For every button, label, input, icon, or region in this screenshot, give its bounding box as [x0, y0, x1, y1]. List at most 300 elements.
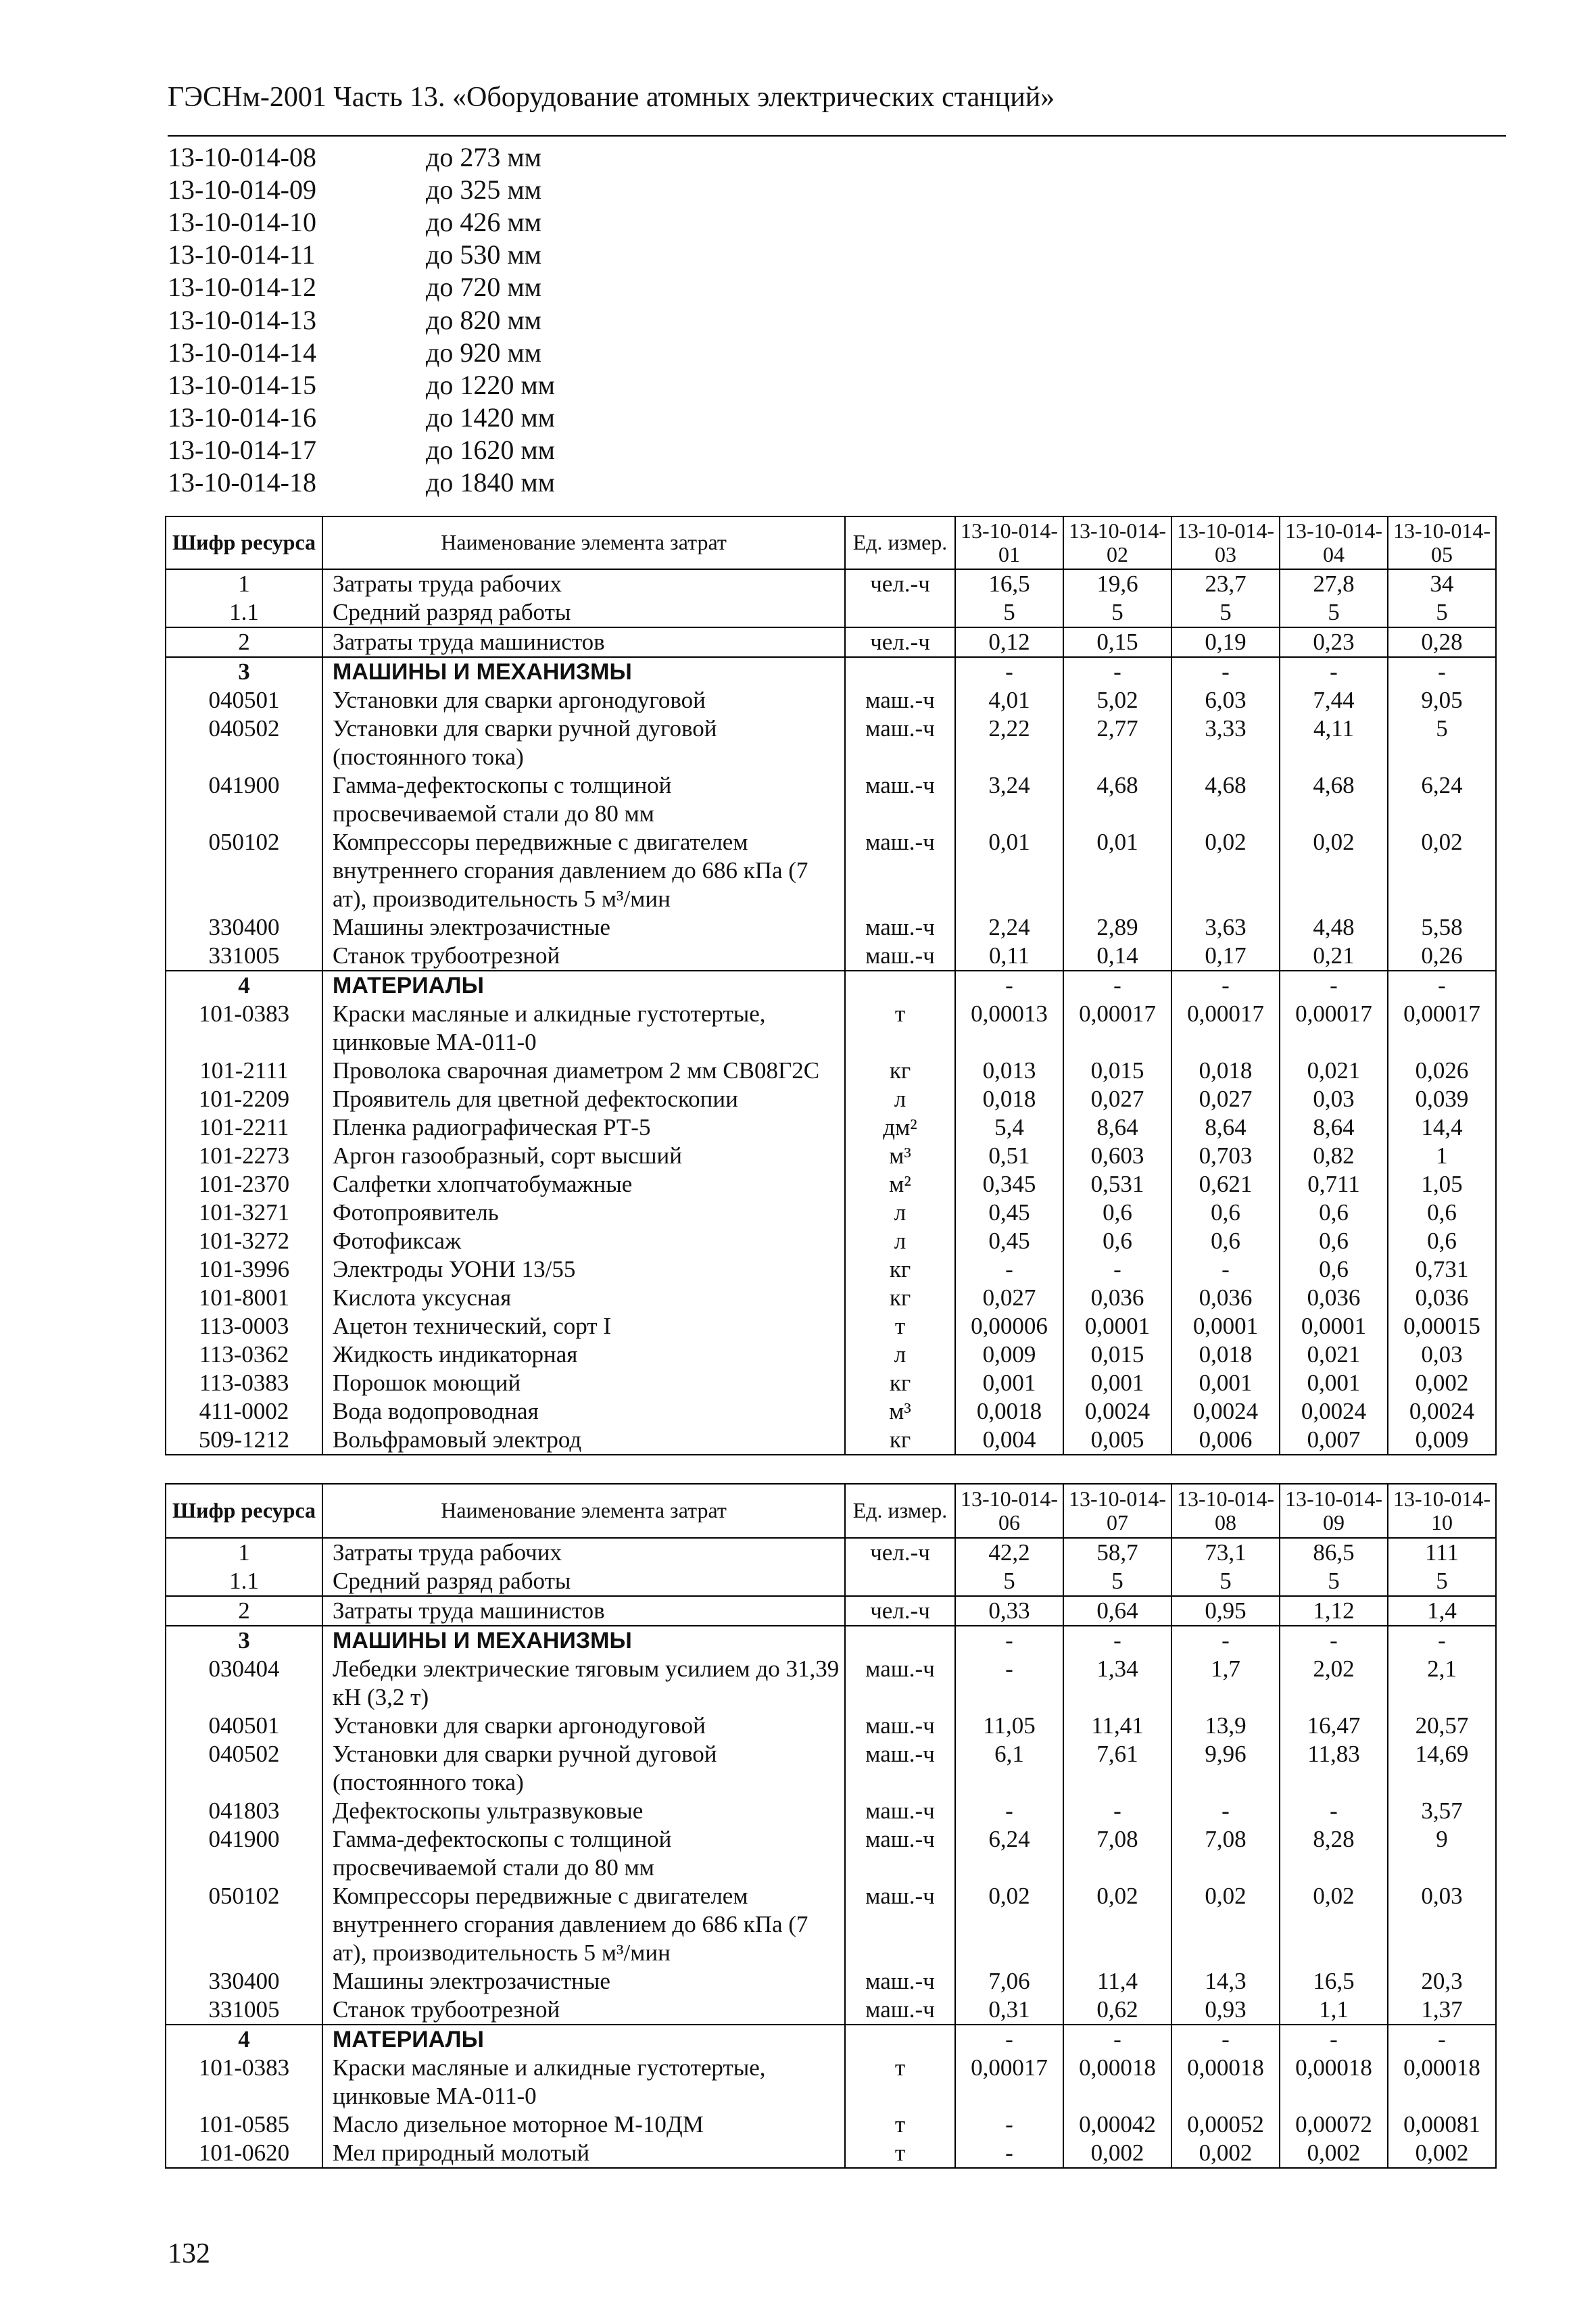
value-cell: 0,01 [955, 828, 1063, 913]
cost-element-cell: Установки для сварки ручной дуговой (постоянного тока) [322, 715, 845, 771]
unit-cell: маш.-ч [845, 686, 955, 715]
value-cell: 0,00017 [1388, 1000, 1496, 1057]
resource-code-cell: 101-0585 [166, 2110, 322, 2139]
code-list-row [168, 402, 555, 434]
value-cell: 0,14 [1063, 942, 1171, 971]
header-cost-element: Наименование элемента затрат [322, 516, 845, 569]
resource-code-cell: 040501 [166, 1712, 322, 1740]
value-cell: 0,33 [955, 1596, 1063, 1626]
resource-code-cell: 040502 [166, 715, 322, 771]
resource-table-1 [165, 516, 1497, 1455]
header-norm-col: 13-10-014-10 [1388, 1484, 1496, 1538]
table-row [166, 1825, 1496, 1882]
unit-cell: маш.-ч [845, 828, 955, 913]
value-cell: 14,4 [1388, 1113, 1496, 1142]
header-norm-col: 13-10-014-02 [1063, 516, 1171, 569]
value-cell: 6,1 [955, 1740, 1063, 1797]
value-cell: 0,0024 [1171, 1397, 1280, 1426]
unit-cell: л [845, 1341, 955, 1369]
value-cell: 2,24 [955, 913, 1063, 942]
value-cell: 5 [1171, 1567, 1280, 1596]
value-cell: 0,02 [1171, 1882, 1280, 1967]
value-cell: 0,002 [1280, 2139, 1388, 2168]
resource-code-cell: 101-2211 [166, 1113, 322, 1142]
value-cell: 3,63 [1171, 913, 1280, 942]
value-cell: 0,0018 [955, 1397, 1063, 1426]
cost-element-cell: Краски масляные и алкидные густотертые, цинковые МА-011-0 [322, 2054, 845, 2110]
cost-element-cell: Затраты труда машинистов [322, 1596, 845, 1626]
cost-element-cell: Установки для сварки аргонодуговой [322, 686, 845, 715]
unit-cell: чел.-ч [845, 1596, 955, 1626]
value-cell: 0,6 [1171, 1199, 1280, 1227]
table-row [166, 1655, 1496, 1712]
value-cell: 5 [1388, 1567, 1496, 1596]
value-cell: - [1171, 2025, 1280, 2054]
value-cell: - [1171, 1255, 1280, 1284]
cost-element-cell: Краски масляные и алкидные густотертые, цинковые МА-011-0 [322, 1000, 845, 1057]
resource-code-cell: 101-2273 [166, 1142, 322, 1170]
value-cell: 0,036 [1171, 1284, 1280, 1312]
value-cell: 0,6 [1280, 1199, 1388, 1227]
value-cell: 1,37 [1388, 1996, 1496, 2025]
value-cell: - [955, 2110, 1063, 2139]
value-cell: 5 [1280, 1567, 1388, 1596]
unit-cell: кг [845, 1284, 955, 1312]
code-list-code: 13-10-014-12 [168, 272, 316, 303]
cost-element-cell: Затраты труда рабочих [322, 1538, 845, 1567]
unit-cell [845, 971, 955, 1000]
value-cell: - [1063, 1626, 1171, 1655]
code-list-code: 13-10-014-16 [168, 402, 316, 433]
value-cell: 0,00018 [1280, 2054, 1388, 2110]
resource-code-cell: 1 [166, 569, 322, 598]
header-cost-element: Наименование элемента затрат [322, 1484, 845, 1538]
value-cell: 0,11 [955, 942, 1063, 971]
unit-cell: маш.-ч [845, 1825, 955, 1882]
value-cell: 0,0001 [1171, 1312, 1280, 1341]
value-cell: - [1063, 2025, 1171, 2054]
table-row [166, 1369, 1496, 1397]
table-row [166, 1170, 1496, 1199]
value-cell: 0,02 [1063, 1882, 1171, 1967]
code-list-code: 13-10-014-11 [168, 239, 316, 270]
resource-code-cell: 101-0620 [166, 2139, 322, 2168]
value-cell: 0,001 [1280, 1369, 1388, 1397]
value-cell: 0,002 [1388, 1369, 1496, 1397]
code-list-desc: до 530 мм [426, 239, 541, 270]
unit-cell [845, 1626, 955, 1655]
value-cell: 0,039 [1388, 1085, 1496, 1113]
value-cell: 0,6 [1063, 1227, 1171, 1255]
value-cell: 58,7 [1063, 1538, 1171, 1567]
value-cell: 0,018 [1171, 1057, 1280, 1085]
cost-element-cell: Кислота уксусная [322, 1284, 845, 1312]
unit-cell [845, 598, 955, 627]
value-cell: - [1388, 657, 1496, 686]
resource-code-cell: 101-2209 [166, 1085, 322, 1113]
value-cell: 0,03 [1388, 1882, 1496, 1967]
value-cell: - [955, 1626, 1063, 1655]
unit-cell: маш.-ч [845, 1655, 955, 1712]
value-cell: 73,1 [1171, 1538, 1280, 1567]
table-row [166, 1740, 1496, 1797]
header-norm-col: 13-10-014-08 [1171, 1484, 1280, 1538]
value-cell: 14,3 [1171, 1967, 1280, 1996]
value-cell: - [1063, 1255, 1171, 1284]
value-cell: 1,1 [1280, 1996, 1388, 2025]
value-cell: 11,41 [1063, 1712, 1171, 1740]
value-cell: 0,00015 [1388, 1312, 1496, 1341]
value-cell: 42,2 [955, 1538, 1063, 1567]
section-row [166, 2025, 1496, 2054]
header-norm-col: 13-10-014-07 [1063, 1484, 1171, 1538]
cost-element-cell: Компрессоры передвижные с двигателем внутреннего сгорания давлением до 686 кПа (7 ат), производительность 5 м³/мин [322, 1882, 845, 1967]
table-row [166, 1057, 1496, 1085]
unit-cell: кг [845, 1369, 955, 1397]
value-cell: - [1280, 657, 1388, 686]
resource-code-cell: 113-0003 [166, 1312, 322, 1341]
value-cell: 0,6 [1063, 1199, 1171, 1227]
value-cell: 5 [1063, 1567, 1171, 1596]
value-cell: 2,77 [1063, 715, 1171, 771]
table-row [166, 686, 1496, 715]
value-cell: 6,24 [955, 1825, 1063, 1882]
value-cell: 7,08 [1171, 1825, 1280, 1882]
resource-code-cell: 330400 [166, 1967, 322, 1996]
resource-code-cell: 101-3272 [166, 1227, 322, 1255]
cost-element-cell: Проволока сварочная диаметром 2 мм СВ08Г2С [322, 1057, 845, 1085]
resource-code-cell: 3 [166, 1626, 322, 1655]
value-cell: 0,002 [1388, 2139, 1496, 2168]
value-cell: 0,621 [1171, 1170, 1280, 1199]
resource-code-cell: 101-0383 [166, 2054, 322, 2110]
unit-cell: чел.-ч [845, 1538, 955, 1567]
unit-cell: маш.-ч [845, 1797, 955, 1825]
cost-element-cell: Мел природный молотый [322, 2139, 845, 2168]
code-list-code: 13-10-014-10 [168, 206, 316, 237]
resource-code-cell: 101-2111 [166, 1057, 322, 1085]
table-row [166, 627, 1496, 657]
header-norm-col: 13-10-014-09 [1280, 1484, 1388, 1538]
value-cell: 1 [1388, 1142, 1496, 1170]
value-cell: 16,5 [1280, 1967, 1388, 1996]
value-cell: 0,21 [1280, 942, 1388, 971]
unit-cell: чел.-ч [845, 569, 955, 598]
value-cell: 11,83 [1280, 1740, 1388, 1797]
value-cell: - [955, 971, 1063, 1000]
value-cell: 0,006 [1171, 1426, 1280, 1455]
value-cell: 111 [1388, 1538, 1496, 1567]
value-cell: 0,00017 [1063, 1000, 1171, 1057]
cost-element-cell: Фотопроявитель [322, 1199, 845, 1227]
value-cell: 16,5 [955, 569, 1063, 598]
value-cell: - [1280, 2025, 1388, 2054]
resource-code-cell: 4 [166, 971, 322, 1000]
value-cell: 0,00052 [1171, 2110, 1280, 2139]
value-cell: 1,12 [1280, 1596, 1388, 1626]
cost-element-cell: МАТЕРИАЛЫ [322, 971, 845, 1000]
unit-cell: дм² [845, 1113, 955, 1142]
cost-element-cell: МАШИНЫ И МЕХАНИЗМЫ [322, 1626, 845, 1655]
value-cell: 0,0024 [1063, 1397, 1171, 1426]
resource-code-cell: 101-0383 [166, 1000, 322, 1057]
code-list-desc: до 426 мм [426, 206, 541, 237]
value-cell: 0,015 [1063, 1057, 1171, 1085]
cost-element-cell: Аргон газообразный, сорт высший [322, 1142, 845, 1170]
value-cell: 0,021 [1280, 1341, 1388, 1369]
resource-code-cell: 101-3996 [166, 1255, 322, 1284]
section-row [166, 971, 1496, 1000]
table-row [166, 1596, 1496, 1626]
value-cell: 0,007 [1280, 1426, 1388, 1455]
unit-cell: маш.-ч [845, 1740, 955, 1797]
table-row [166, 1284, 1496, 1312]
value-cell: - [1388, 2025, 1496, 2054]
value-cell: 5 [955, 598, 1063, 627]
value-cell: 0,6 [1280, 1227, 1388, 1255]
value-cell: 5 [1171, 598, 1280, 627]
value-cell: 0,03 [1388, 1341, 1496, 1369]
unit-cell: маш.-ч [845, 715, 955, 771]
value-cell: 0,00017 [955, 2054, 1063, 2110]
value-cell: 0,02 [955, 1882, 1063, 1967]
resource-code-cell: 101-2370 [166, 1170, 322, 1199]
header-norm-col: 13-10-014-05 [1388, 516, 1496, 569]
page-header: ГЭСНм-2001 Часть 13. «Оборудование атомных электрических станций» [168, 82, 1055, 113]
value-cell: 5,4 [955, 1113, 1063, 1142]
unit-cell: кг [845, 1057, 955, 1085]
table-row [166, 1967, 1496, 1996]
value-cell: 8,64 [1063, 1113, 1171, 1142]
resource-code-cell: 040502 [166, 1740, 322, 1797]
resource-code-cell: 3 [166, 657, 322, 686]
value-cell: 0,00042 [1063, 2110, 1171, 2139]
value-cell: 7,08 [1063, 1825, 1171, 1882]
cost-element-cell: Средний разряд работы [322, 598, 845, 627]
value-cell: 4,68 [1280, 771, 1388, 828]
value-cell: 0,00018 [1388, 2054, 1496, 2110]
resource-code-cell: 113-0362 [166, 1341, 322, 1369]
resource-code-cell: 331005 [166, 942, 322, 971]
resource-code-cell: 030404 [166, 1655, 322, 1712]
header-resource-code: Шифр ресурса [166, 516, 322, 569]
value-cell: - [955, 2139, 1063, 2168]
cost-element-cell: Дефектоскопы ультразвуковые [322, 1797, 845, 1825]
resource-code-cell: 050102 [166, 828, 322, 913]
value-cell: 0,018 [955, 1085, 1063, 1113]
value-cell: 5,02 [1063, 686, 1171, 715]
value-cell: 6,03 [1171, 686, 1280, 715]
cost-element-cell: Затраты труда рабочих [322, 569, 845, 598]
value-cell: 0,03 [1280, 1085, 1388, 1113]
unit-cell [845, 1567, 955, 1596]
unit-cell: л [845, 1227, 955, 1255]
unit-cell: м³ [845, 1142, 955, 1170]
unit-cell [845, 2025, 955, 2054]
value-cell: 0,0001 [1280, 1312, 1388, 1341]
cost-element-cell: Салфетки хлопчатобумажные [322, 1170, 845, 1199]
value-cell: 8,64 [1171, 1113, 1280, 1142]
cost-element-cell: Порошок моющий [322, 1369, 845, 1397]
value-cell: 0,17 [1171, 942, 1280, 971]
resource-code-cell: 1.1 [166, 1567, 322, 1596]
value-cell: 5 [955, 1567, 1063, 1596]
code-list-row [168, 434, 555, 466]
value-cell: 2,22 [955, 715, 1063, 771]
value-cell: 4,11 [1280, 715, 1388, 771]
unit-cell [845, 657, 955, 686]
unit-cell: маш.-ч [845, 1967, 955, 1996]
resource-code-cell: 2 [166, 627, 322, 657]
table-row [166, 2139, 1496, 2168]
resource-code-cell: 041803 [166, 1797, 322, 1825]
value-cell: 0,45 [955, 1199, 1063, 1227]
value-cell: 0,013 [955, 1057, 1063, 1085]
value-cell: 34 [1388, 569, 1496, 598]
value-cell: 27,8 [1280, 569, 1388, 598]
value-cell: 9 [1388, 1825, 1496, 1882]
table-row [166, 771, 1496, 828]
value-cell: 7,44 [1280, 686, 1388, 715]
value-cell: 4,68 [1171, 771, 1280, 828]
code-list-row [168, 239, 555, 271]
table-row [166, 1882, 1496, 1967]
value-cell: - [1388, 971, 1496, 1000]
value-cell: 0,036 [1388, 1284, 1496, 1312]
section-row [166, 1626, 1496, 1655]
value-cell: - [1171, 1797, 1280, 1825]
cost-element-cell: Станок трубоотрезной [322, 1996, 845, 2025]
value-cell: - [955, 1797, 1063, 1825]
value-cell: - [1280, 971, 1388, 1000]
value-cell: 1,34 [1063, 1655, 1171, 1712]
value-cell: 0,31 [955, 1996, 1063, 2025]
unit-cell: т [845, 2110, 955, 2139]
value-cell: 0,531 [1063, 1170, 1171, 1199]
value-cell: 0,95 [1171, 1596, 1280, 1626]
value-cell: 0,0024 [1388, 1397, 1496, 1426]
code-list-desc: до 1620 мм [426, 435, 555, 466]
cost-element-cell: Жидкость индикаторная [322, 1341, 845, 1369]
table-row [166, 2110, 1496, 2139]
value-cell: 11,05 [955, 1712, 1063, 1740]
code-list-row [168, 271, 555, 304]
value-cell: 2,1 [1388, 1655, 1496, 1712]
code-list-row [168, 368, 555, 401]
code-list-desc: до 325 мм [426, 174, 541, 205]
value-cell: 1,05 [1388, 1170, 1496, 1199]
table-row [166, 828, 1496, 913]
table-row [166, 1113, 1496, 1142]
resource-code-cell: 101-8001 [166, 1284, 322, 1312]
value-cell: 8,64 [1280, 1113, 1388, 1142]
value-cell: 5 [1063, 598, 1171, 627]
value-cell: 4,01 [955, 686, 1063, 715]
value-cell: 7,61 [1063, 1740, 1171, 1797]
unit-cell: м³ [845, 1397, 955, 1426]
cost-element-cell: МАШИНЫ И МЕХАНИЗМЫ [322, 657, 845, 686]
value-cell: 0,19 [1171, 627, 1280, 657]
value-cell: 0,027 [955, 1284, 1063, 1312]
resource-code-cell: 509-1212 [166, 1426, 322, 1455]
value-cell: 0,02 [1171, 828, 1280, 913]
table-row [166, 942, 1496, 971]
value-cell: 5 [1388, 715, 1496, 771]
code-list-code: 13-10-014-14 [168, 337, 316, 368]
resource-code-cell: 040501 [166, 686, 322, 715]
table-row [166, 1567, 1496, 1596]
value-cell: - [1063, 657, 1171, 686]
value-cell: - [1063, 971, 1171, 1000]
value-cell: 5 [1388, 598, 1496, 627]
value-cell: 0,711 [1280, 1170, 1388, 1199]
value-cell: 0,009 [1388, 1426, 1496, 1455]
code-list-desc: до 820 мм [426, 304, 541, 335]
value-cell: 0,005 [1063, 1426, 1171, 1455]
value-cell: 6,24 [1388, 771, 1496, 828]
header-norm-col: 13-10-014-01 [955, 516, 1063, 569]
value-cell: - [955, 2025, 1063, 2054]
unit-cell: маш.-ч [845, 913, 955, 942]
value-cell: 5,58 [1388, 913, 1496, 942]
unit-cell: кг [845, 1426, 955, 1455]
unit-cell: кг [845, 1255, 955, 1284]
cost-element-cell: Станок трубоотрезной [322, 942, 845, 971]
value-cell: 5 [1280, 598, 1388, 627]
table-row [166, 1142, 1496, 1170]
code-list-code: 13-10-014-13 [168, 304, 316, 335]
value-cell: 0,004 [955, 1426, 1063, 1455]
value-cell: 0,021 [1280, 1057, 1388, 1085]
table-row [166, 1255, 1496, 1284]
value-cell: 0,001 [955, 1369, 1063, 1397]
table-row [166, 1227, 1496, 1255]
value-cell: 0,12 [955, 627, 1063, 657]
value-cell: 0,02 [1280, 1882, 1388, 1967]
value-cell: - [1171, 971, 1280, 1000]
value-cell: 0,603 [1063, 1142, 1171, 1170]
value-cell: 2,89 [1063, 913, 1171, 942]
cost-element-cell: МАТЕРИАЛЫ [322, 2025, 845, 2054]
header-norm-col: 13-10-014-03 [1171, 516, 1280, 569]
value-cell: - [955, 1655, 1063, 1712]
code-list-desc: до 720 мм [426, 272, 541, 303]
section-row [166, 657, 1496, 686]
table-row [166, 1426, 1496, 1455]
value-cell: 0,28 [1388, 627, 1496, 657]
code-list-row [168, 304, 555, 336]
value-cell: 0,036 [1063, 1284, 1171, 1312]
table-row [166, 913, 1496, 942]
code-list-row [168, 336, 555, 368]
cost-element-cell: Электроды УОНИ 13/55 [322, 1255, 845, 1284]
cost-element-cell: Установки для сварки аргонодуговой [322, 1712, 845, 1740]
unit-cell: маш.-ч [845, 1712, 955, 1740]
value-cell: 0,0024 [1280, 1397, 1388, 1426]
table-row [166, 1996, 1496, 2025]
value-cell: 20,3 [1388, 1967, 1496, 1996]
resource-code-cell: 411-0002 [166, 1397, 322, 1426]
value-cell: 0,009 [955, 1341, 1063, 1369]
value-cell: - [1388, 1626, 1496, 1655]
value-cell: 0,93 [1171, 1996, 1280, 2025]
cost-element-cell: Пленка радиографическая РТ-5 [322, 1113, 845, 1142]
code-list-desc: до 1220 мм [426, 369, 555, 400]
value-cell: 9,96 [1171, 1740, 1280, 1797]
value-cell: 0,26 [1388, 942, 1496, 971]
resource-code-cell: 331005 [166, 1996, 322, 2025]
value-cell: 0,15 [1063, 627, 1171, 657]
